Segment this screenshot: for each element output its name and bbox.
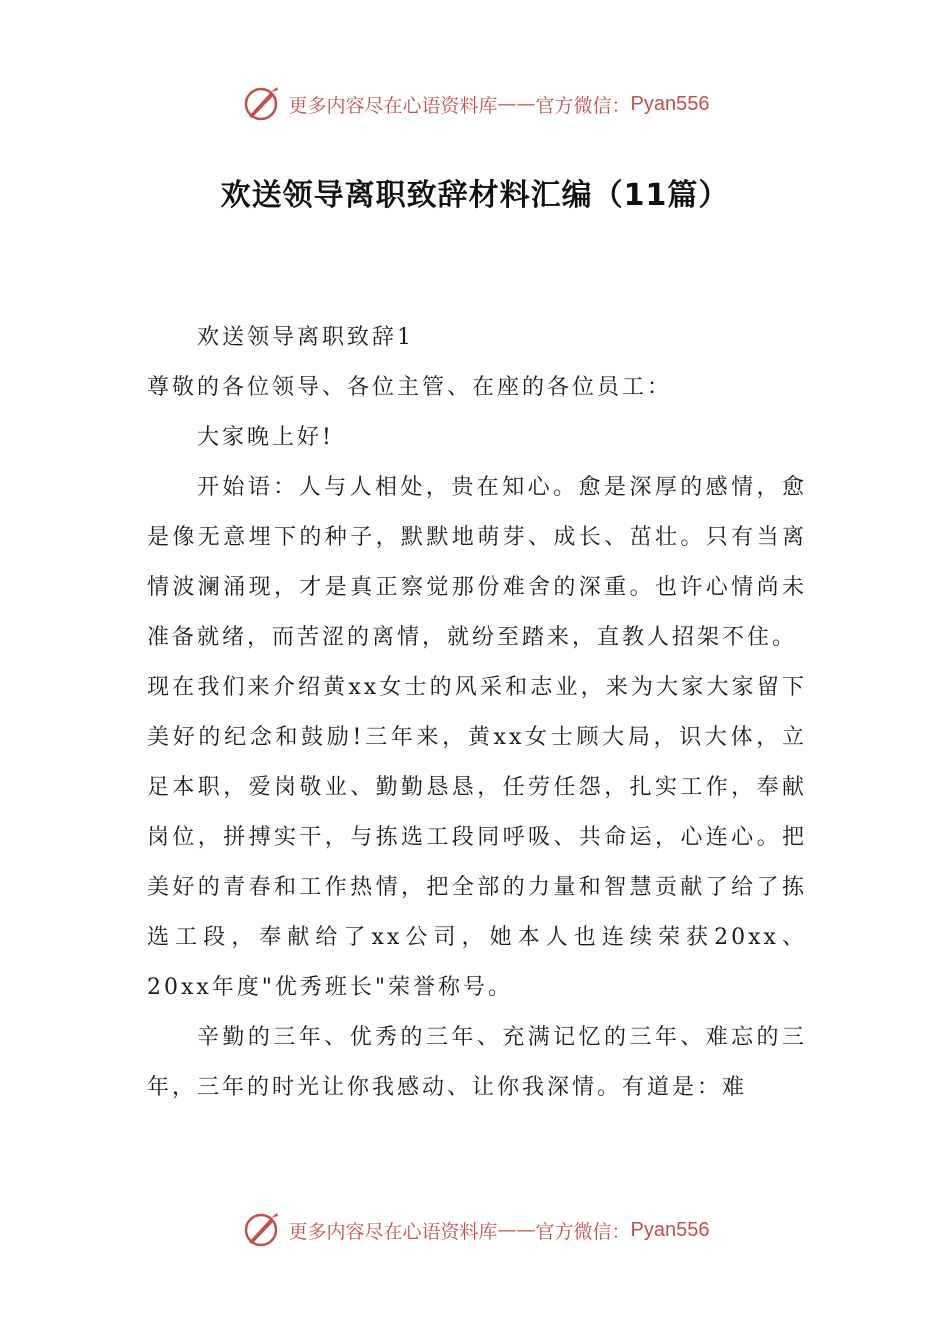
header-banner — [0, 82, 950, 126]
wechat-label: 官方微信： — [535, 94, 631, 117]
body-paragraph: 现在我们来介绍黄xx女士的风采和志业，来为大家大家留下美好的纪念和鼓励!三年来，黄xx女士顾大局，识大体，立足本职，爱岗敬业、勤勤恳恳，任劳任怨，扎实工作，奉献岗位，拼搏实干，与拣选工段同呼吸、共命运，心连心。把美好的青春和工作热情，把全部的力量和智慧贡献了给了拣选工段，奉献给了xx公司，她本人也连续荣获20xx、20xx年度"优秀班长"荣誉称号。 — [147, 675, 807, 1000]
document-title: 欢送领导离职致辞材料汇编（11篇） — [220, 178, 730, 213]
banner-separator: —— — [497, 93, 536, 115]
quill-logo-icon — [241, 84, 281, 124]
wechat-id: Pyan556 — [630, 1218, 710, 1241]
wechat-id: Pyan556 — [630, 92, 710, 115]
section-heading: 欢送领导离职致辞1 — [197, 325, 414, 350]
body-paragraph: 辛勤的三年、优秀的三年、充满记忆的三年、难忘的三年，三年的时光让你我感动、让你我深情。有道是：难 — [147, 1025, 807, 1100]
document-body — [147, 313, 807, 1113]
banner-text: 更多内容尽在心语资料库 — [288, 1220, 498, 1243]
wechat-label: 官方微信： — [535, 1220, 631, 1243]
salutation: 尊敬的各位领导、各位主管、在座的各位员工： — [147, 375, 673, 400]
banner-text: 更多内容尽在心语资料库 — [288, 94, 498, 117]
greeting: 大家晚上好! — [197, 425, 334, 450]
banner-separator: —— — [497, 1219, 536, 1241]
quill-logo-icon — [241, 1210, 281, 1250]
footer-banner — [0, 1208, 950, 1252]
body-paragraph: 开始语：人与人相处，贵在知心。愈是深厚的感情，愈是像无意埋下的种子，默默地萌芽、成长、茁壮。只有当离情波澜涌现，才是真正察觉那份难舍的深重。也许心情尚未准备就绪，而苦涩的离情，就纷至踏来，直教人招架不住。 — [147, 475, 807, 650]
